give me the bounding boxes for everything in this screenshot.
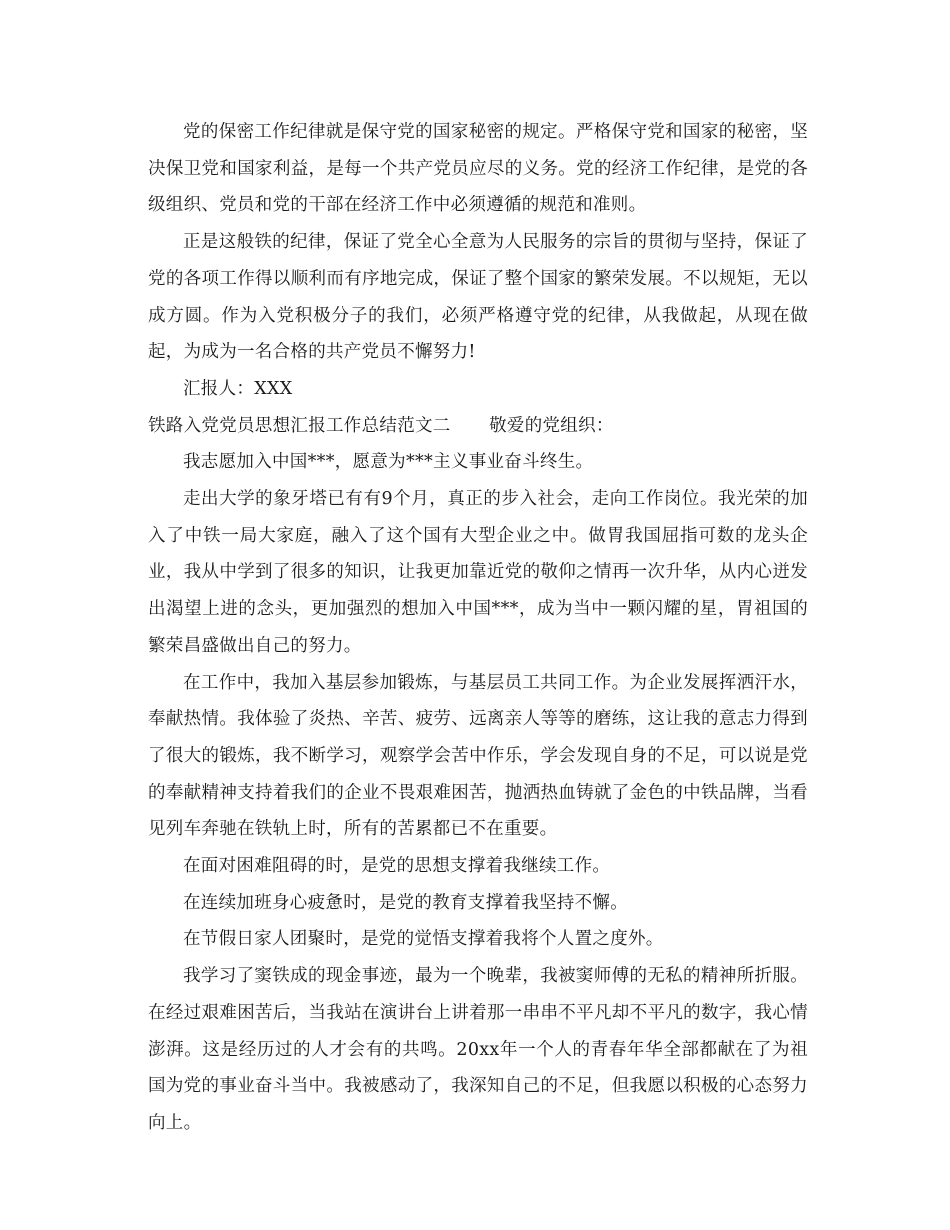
document-body: [148, 114, 808, 1142]
section-title: 铁路入党党员思想汇报工作总结范文二: [148, 415, 451, 436]
paragraph-overtime: 在连续加班身心疲惫时，是党的教育支撑着我坚持不懈。: [183, 892, 628, 913]
reporter-line: 汇报人：XXX: [183, 378, 293, 399]
paragraph-confidentiality-discipline: 党的保密工作纪律就是保守党的国家秘密的规定。严格保守党和国家的秘密，坚决保卫党和国家利益，是每一个共产党员应尽的义务。党的经济工作纪律，是党的各级组织、党员和党的干部在经济工作中必须遵循的规范和准则。: [148, 122, 808, 216]
paragraph-aspiration: 我志愿加入中国***，愿意为***主义事业奋斗终生。: [183, 452, 594, 473]
paragraph-role-model: 我学习了窦铁成的现金事迹，最为一个晚辈，我被窦师傅的无私的精神所折服。在经过艰难困苦后，当我站在演讲台上讲着那一串串不平凡却不平凡的数字，我心情澎湃。这是经历过的人才会有的共鸣。20xx年一个人的青春年华全部都献在了为祖国为党的事业奋斗当中。我被感动了，我深知自己的不足，但我愿以积极的心态努力向上。: [148, 966, 808, 1133]
paragraph-holidays: 在节假日家人团聚时，是党的觉悟支撑着我将个人置之度外。: [183, 929, 664, 950]
paragraph-iron-discipline: 正是这般铁的纪律，保证了党全心全意为人民服务的宗旨的贯彻与坚持，保证了党的各项工作得以顺利而有序地完成，保证了整个国家的繁荣发展。不以规矩，无以成方圆。作为入党积极分子的我们，必须严格遵守党的纪律，从我做起，从现在做起，为成为一名合格的共产党员不懈努力!: [148, 232, 808, 363]
salutation: 敬爱的党组织：: [489, 415, 614, 436]
section-title-line: [148, 408, 808, 445]
paragraph-facing-difficulties: 在面对困难阻碍的时，是党的思想支撑着我继续工作。: [183, 856, 611, 877]
paragraph-grassroots-work: 在工作中，我加入基层参加锻炼，与基层员工共同工作。为企业发展挥洒汗水，奉献热情。我体验了炎热、辛苦、疲劳、远离亲人等等的磨练，这让我的意志力得到了很大的锻炼，我不断学习，观察学会苦中作乐，学会发现自身的不足，可以说是党的奉献精神支持着我们的企业不畏艰难困苦，抛洒热血铸就了金色的中铁品牌，当看见列车奔驰在铁轨上时，所有的苦累都已不在重要。: [148, 672, 808, 840]
paragraph-joining-work: 走出大学的象牙塔已有有9个月，真正的步入社会，走向工作岗位。我光荣的加入了中铁一局大家庭，融入了这个国有大型企业之中。做胃我国屈指可数的龙头企业，我从中学到了很多的知识，让我更加靠近党的敬仰之情再一次升华，从内心迸发出渴望上进的念头，更加强烈的想加入中国***，成为当中一颗闪耀的星，胃祖国的繁荣昌盛做出自己的努力。: [148, 489, 808, 656]
